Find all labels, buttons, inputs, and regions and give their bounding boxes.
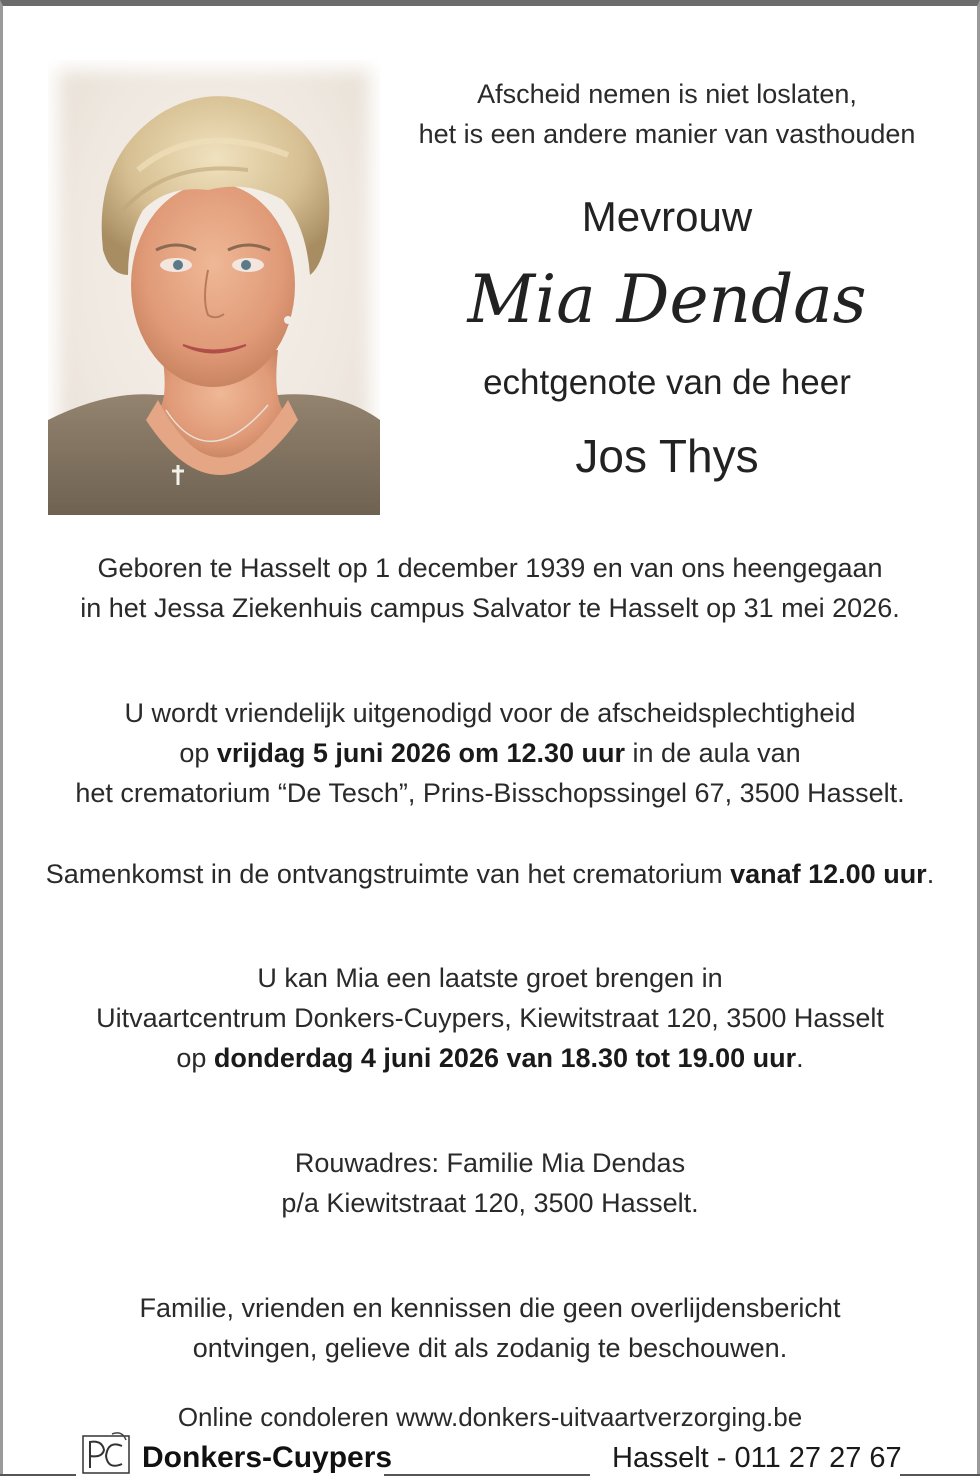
visit-line-3-suffix: . — [796, 1043, 804, 1073]
ceremony-line-3: het crematorium “De Tesch”, Prins-Bisschopssingel 67, 3500 Hasselt. — [75, 778, 905, 808]
notice-line-2: ontvingen, gelieve dit als zodanig te beschouwen. — [192, 1333, 788, 1363]
gathering-time: vanaf 12.00 uur — [730, 859, 927, 889]
funeral-home-name: Donkers-Cuypers — [142, 1441, 393, 1474]
address-line-1: Rouwadres: Familie Mia Dendas — [294, 1148, 686, 1178]
ceremony-info — [0, 693, 980, 813]
footer — [0, 1430, 980, 1476]
memorial-quote — [367, 74, 967, 154]
mourning-address — [0, 1143, 980, 1223]
funeral-home-contact: Hasselt - 011 27 27 67 — [612, 1442, 902, 1474]
notice-line-1: Familie, vrienden en kennissen die geen overlijdensbericht — [139, 1293, 841, 1323]
visit-line-2: Uitvaartcentrum Donkers-Cuypers, Kiewitstraat 120, 3500 Hasselt — [96, 1003, 884, 1033]
visit-line-3 — [0, 1038, 980, 1078]
visit-date: donderdag 4 juni 2026 van 18.30 tot 19.00 uur — [213, 1043, 797, 1073]
spouse-name: Jos Thys — [575, 430, 759, 482]
gathering-info — [0, 854, 980, 894]
address-line-2: p/a Kiewitstraat 120, 3500 Hasselt. — [281, 1188, 699, 1218]
funeral-home-logo-icon — [82, 1432, 130, 1474]
ceremony-line-2 — [0, 733, 980, 773]
gathering-suffix: . — [926, 859, 935, 889]
ceremony-date: vrijdag 5 juni 2026 om 12.30 uur — [216, 738, 626, 768]
ceremony-line-2-suffix: in de aula van — [625, 738, 801, 768]
birth-death-info — [0, 548, 980, 628]
relation-text: echtgenote van de heer — [483, 363, 851, 402]
birth-line-1: Geboren te Hasselt op 1 december 1939 en van ons heengegaan — [97, 553, 883, 583]
notice-text — [0, 1288, 980, 1368]
portrait-photo — [48, 60, 380, 515]
quote-line-1: Afscheid nemen is niet loslaten, — [477, 79, 857, 109]
ceremony-line-1: U wordt vriendelijk uitgenodigd voor de afscheidsplechtigheid — [124, 698, 856, 728]
ceremony-line-2-prefix: op — [179, 738, 217, 768]
gathering-prefix: Samenkomst in de ontvangstruimte van het crematorium — [45, 859, 731, 889]
visitation-info — [0, 958, 980, 1078]
birth-line-2: in het Jessa Ziekenhuis campus Salvator te Hasselt op 31 mei 2026. — [80, 593, 900, 623]
quote-line-2: het is een andere manier van vasthouden — [418, 119, 916, 149]
online-condolence: Online condoleren www.donkers-uitvaartverzorging.be — [177, 1402, 803, 1432]
visit-line-3-prefix: op — [176, 1043, 214, 1073]
honorific: Mevrouw — [581, 193, 753, 240]
visit-line-1: U kan Mia een laatste groet brengen in — [257, 963, 723, 993]
deceased-name: Mia Dendas — [467, 261, 867, 338]
